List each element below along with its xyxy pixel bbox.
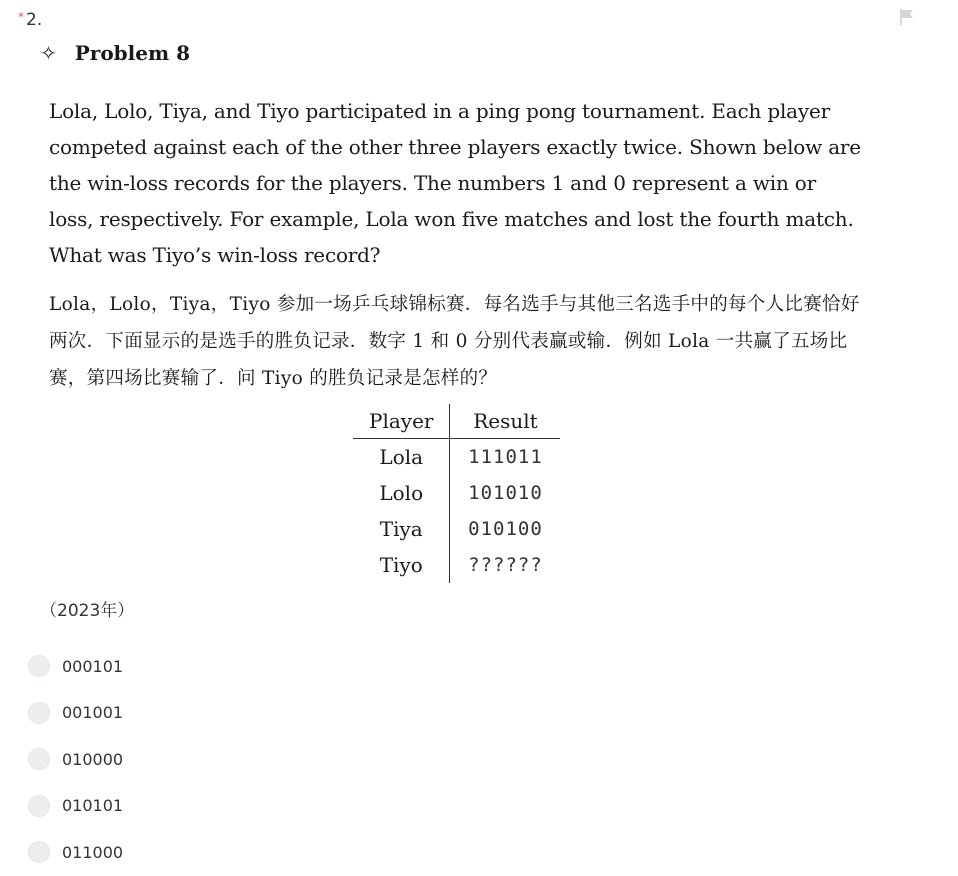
result-cell: 111011: [468, 446, 543, 468]
radio-button[interactable]: [28, 655, 50, 677]
question-number-label: 2.: [26, 10, 43, 30]
radio-button[interactable]: [28, 748, 50, 770]
header-result: Result: [450, 404, 561, 439]
flag-icon[interactable]: [898, 8, 916, 26]
player-cell: Lolo: [353, 475, 450, 511]
results-table: [353, 404, 560, 583]
four-point-star-icon: ✧: [40, 41, 57, 65]
option-3[interactable]: [28, 736, 123, 783]
problem-text-english: Lola, Lolo, Tiya, and Tiyo participated in a ping pong tournament. Each player competed against each of the other three players exactly twice. Shown below are the win-loss records for the players. The numbers 1 and 0 represent a win or loss, respectively. For example, Lola won five matches and lost the fourth match. What was Tiyo’s win-loss record?: [49, 99, 861, 267]
problem-image: [40, 38, 870, 593]
option-2[interactable]: [28, 690, 123, 737]
table-row: [353, 439, 560, 476]
radio-button[interactable]: [28, 795, 50, 817]
player-cell: Lola: [353, 439, 450, 476]
answer-options: [28, 643, 123, 876]
result-cell: 010100: [468, 518, 543, 540]
required-marker: *: [18, 10, 24, 24]
question-number: [18, 10, 42, 30]
option-label[interactable]: 001001: [62, 703, 124, 723]
radio-button[interactable]: [28, 702, 50, 724]
year-note: （2023年）: [40, 601, 135, 621]
option-4[interactable]: [28, 783, 123, 830]
problem-title: [40, 41, 190, 65]
result-cell: 101010: [468, 482, 543, 504]
radio-button[interactable]: [28, 841, 50, 863]
player-cell: Tiyo: [353, 547, 450, 583]
problem-title-text: Problem 8: [74, 41, 191, 65]
option-label[interactable]: 010101: [62, 796, 124, 816]
option-1[interactable]: [28, 643, 123, 690]
option-5[interactable]: [28, 829, 123, 876]
table-row: [353, 547, 560, 583]
problem-text-chinese: Lola，Lolo，Tiya，Tiyo 参加一场乒乓球锦标赛．每名选手与其他三名选手中的每个人比赛恰好两次．下面显示的是选手的胜负记录．数字 1 和 0 分别代表赢或输．例如 Lola 一共赢了五场比赛，第四场比赛输了．问 Tiyo 的胜负记录是怎样的？: [49, 294, 860, 389]
player-cell: Tiya: [353, 511, 450, 547]
result-cell: ??????: [468, 554, 543, 576]
option-label[interactable]: 011000: [62, 842, 124, 862]
option-label[interactable]: 010000: [62, 749, 124, 769]
option-label[interactable]: 000101: [62, 656, 124, 676]
table-row: [353, 475, 560, 511]
header-player: Player: [353, 404, 450, 439]
table-row: [353, 511, 560, 547]
table-header-row: [353, 404, 560, 439]
